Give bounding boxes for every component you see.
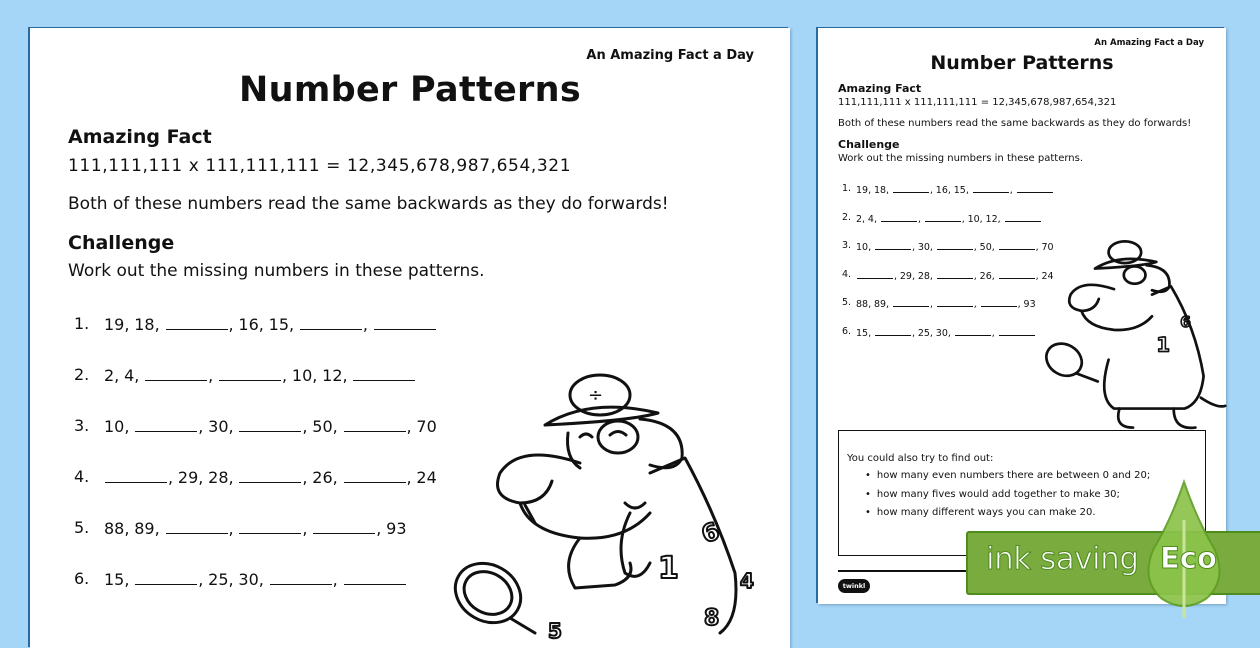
pattern-sequence	[856, 212, 1042, 241]
twinkl-logo: twinkl	[838, 579, 870, 593]
pattern-list	[842, 183, 1054, 354]
pattern-value: ,	[198, 570, 204, 589]
pattern-value: ,	[973, 270, 977, 282]
answer-blank[interactable]	[893, 183, 929, 193]
pattern-value: ,	[302, 417, 308, 436]
pattern-value: 2,	[104, 366, 120, 385]
answer-blank[interactable]	[313, 518, 375, 534]
challenge-instruction: Work out the missing numbers in these patterns.	[68, 261, 485, 281]
ink-saving-label: ink saving	[986, 541, 1139, 577]
pattern-value: 2,	[856, 213, 866, 225]
answer-blank[interactable]	[857, 269, 893, 279]
fact-note: Both of these numbers read the same backwards as they do forwards!	[838, 118, 1192, 129]
answer-blank[interactable]	[145, 365, 207, 381]
answer-blank[interactable]	[344, 416, 406, 432]
pattern-value: 28,	[208, 468, 234, 487]
answer-blank[interactable]	[353, 365, 415, 381]
pattern-value: 70	[1041, 242, 1054, 253]
extension-item: • how many even numbers there are between 0 and 20;	[865, 467, 1197, 486]
pattern-number: 1.	[842, 183, 852, 194]
answer-blank[interactable]	[239, 518, 301, 534]
pattern-value: ,	[406, 468, 412, 487]
pattern-value: 89,	[873, 299, 890, 310]
pattern-list	[74, 314, 437, 620]
pattern-number: 4.	[74, 467, 90, 486]
pattern-sequence	[104, 365, 416, 385]
worksheet-page-large	[30, 28, 790, 648]
pattern-value: 15,	[856, 327, 872, 339]
pattern-value: 89,	[134, 519, 160, 538]
pattern-value: ,	[302, 519, 308, 538]
pattern-number: 3.	[842, 240, 852, 251]
pattern-number: 5.	[842, 297, 852, 308]
pattern-value: 93	[1023, 299, 1036, 310]
pattern-value: 26,	[979, 270, 995, 282]
pattern-row	[74, 314, 437, 365]
pattern-value: ,	[376, 519, 382, 538]
pattern-value: 29,	[899, 270, 915, 282]
answer-blank[interactable]	[925, 212, 961, 222]
pattern-value: ,	[1035, 270, 1039, 282]
pattern-value: 88,	[104, 519, 130, 538]
pattern-value: ,	[362, 315, 368, 334]
pattern-value: 25,	[208, 570, 234, 589]
pattern-value: ,	[973, 299, 977, 310]
pattern-sequence	[104, 416, 437, 436]
pattern-value: ,	[929, 185, 933, 196]
pattern-value: 30,	[238, 570, 264, 589]
pattern-value: 30,	[917, 242, 933, 253]
pattern-row	[842, 326, 1054, 355]
answer-blank[interactable]	[105, 467, 167, 483]
pattern-value: 88,	[856, 299, 872, 310]
answer-blank[interactable]	[239, 467, 301, 483]
answer-blank[interactable]	[239, 416, 301, 432]
pattern-value: 70	[416, 417, 437, 436]
pattern-number: 5.	[74, 518, 90, 537]
svg-text:1: 1	[1156, 333, 1170, 357]
pattern-value: ,	[1017, 299, 1021, 310]
answer-blank[interactable]	[981, 297, 1017, 307]
pattern-value: ,	[198, 417, 204, 436]
pattern-value: ,	[282, 366, 288, 385]
extension-item: • how many different ways you can make 20.	[865, 504, 1197, 523]
answer-blank[interactable]	[219, 365, 281, 381]
svg-text:1: 1	[658, 551, 679, 586]
pattern-row	[842, 240, 1054, 269]
answer-blank[interactable]	[999, 269, 1035, 279]
eco-label: Eco	[1160, 541, 1217, 575]
fact-heading: Amazing Fact	[838, 82, 922, 95]
fact-heading: Amazing Fact	[68, 126, 212, 148]
answer-blank[interactable]	[881, 212, 917, 222]
pattern-value: ,	[917, 213, 921, 225]
answer-blank[interactable]	[875, 326, 911, 336]
pattern-value: 4,	[124, 366, 140, 385]
pattern-value: 15,	[953, 185, 969, 196]
pattern-value: ,	[406, 417, 412, 436]
pattern-value: ,	[929, 299, 933, 310]
pattern-sequence	[104, 467, 437, 487]
pattern-value: 18,	[134, 315, 160, 334]
answer-blank[interactable]	[937, 297, 973, 307]
pattern-value: 4,	[867, 213, 877, 225]
pattern-value: 30,	[935, 327, 951, 339]
pattern-value: 15,	[268, 315, 295, 334]
pattern-row	[74, 416, 437, 467]
pattern-value: 24	[1041, 270, 1054, 282]
pattern-value: 19,	[104, 315, 130, 334]
pattern-value: ,	[1035, 242, 1039, 253]
pattern-value: ,	[1009, 185, 1013, 196]
pattern-value: 16,	[238, 315, 264, 334]
pattern-value: 24	[416, 468, 437, 487]
pattern-value: 10,	[967, 213, 983, 225]
pattern-value: 29,	[177, 468, 204, 487]
pattern-value: ,	[911, 242, 915, 253]
pattern-value: ,	[228, 315, 234, 334]
fact-equation: 111,111,111 x 111,111,111 = 12,345,678,987,654,321	[838, 97, 1117, 108]
pattern-value: 19,	[856, 185, 872, 196]
pattern-value: ,	[228, 519, 234, 538]
pattern-row	[74, 365, 437, 416]
answer-blank[interactable]	[270, 569, 332, 585]
pattern-value: 30,	[208, 417, 234, 436]
challenge-heading: Challenge	[838, 138, 900, 151]
svg-text:6: 6	[1180, 313, 1191, 332]
answer-blank[interactable]	[374, 314, 436, 330]
pattern-value: ,	[168, 468, 174, 487]
answer-blank[interactable]	[973, 183, 1009, 193]
pattern-value: ,	[894, 270, 898, 282]
challenge-heading: Challenge	[68, 232, 175, 254]
pattern-value: 12,	[322, 366, 348, 385]
pattern-value: ,	[332, 570, 338, 589]
answer-blank[interactable]	[875, 240, 911, 250]
answer-blank[interactable]	[937, 269, 973, 279]
pattern-sequence	[856, 326, 1036, 355]
pattern-number: 4.	[842, 268, 852, 280]
fact-note: Both of these numbers read the same backwards as they do forwards!	[68, 194, 669, 214]
detective-dog-illustration	[440, 363, 790, 643]
answer-blank[interactable]	[344, 569, 406, 585]
answer-blank[interactable]	[999, 240, 1035, 250]
pattern-row	[842, 183, 1054, 212]
pattern-number: 6.	[842, 325, 852, 337]
pattern-value: ,	[302, 468, 308, 487]
pattern-sequence	[856, 269, 1054, 298]
answer-blank[interactable]	[937, 240, 973, 250]
extension-intro: You could also try to find out:	[847, 453, 994, 464]
svg-text:5: 5	[548, 619, 562, 643]
page-title: Number Patterns	[930, 52, 1114, 74]
pattern-sequence	[104, 518, 407, 538]
pattern-value: 12,	[985, 213, 1001, 225]
pattern-sequence	[856, 240, 1054, 269]
pattern-value: 50,	[979, 242, 995, 253]
answer-blank[interactable]	[955, 326, 991, 336]
pattern-number: 3.	[74, 416, 90, 435]
answer-blank[interactable]	[893, 297, 929, 307]
pattern-value: ,	[911, 327, 915, 339]
pattern-row	[74, 518, 437, 569]
pattern-row	[842, 297, 1054, 326]
pattern-sequence	[104, 569, 407, 589]
answer-blank[interactable]	[135, 569, 197, 585]
pattern-value: 50,	[312, 417, 338, 436]
answer-blank[interactable]	[300, 314, 362, 330]
answer-blank[interactable]	[166, 518, 228, 534]
pattern-value: 26,	[312, 468, 338, 487]
answer-blank[interactable]	[135, 416, 197, 432]
pattern-value: 10,	[856, 242, 872, 253]
pattern-value: 10,	[104, 417, 130, 436]
svg-text:8: 8	[704, 606, 720, 631]
answer-blank[interactable]	[999, 326, 1035, 336]
challenge-instruction: Work out the missing numbers in these patterns.	[838, 153, 1084, 164]
pattern-sequence	[104, 314, 437, 334]
series-subtitle: An Amazing Fact a Day	[1094, 38, 1204, 48]
svg-text:4: 4	[740, 569, 754, 593]
pattern-sequence	[856, 183, 1054, 212]
pattern-value: ,	[973, 242, 977, 253]
pattern-value: 25,	[917, 327, 933, 339]
pattern-value: ,	[961, 213, 965, 225]
extension-item: • how many fives would add together to make 30;	[865, 486, 1197, 505]
detective-dog-illustration	[1035, 233, 1228, 443]
pattern-value: 28,	[917, 270, 933, 282]
pattern-row	[74, 569, 437, 620]
pattern-row	[842, 269, 1054, 298]
pattern-value: 93	[386, 519, 407, 538]
pattern-value: 16,	[935, 185, 951, 196]
fact-equation: 111,111,111 x 111,111,111 = 12,345,678,987,654,321	[68, 156, 572, 176]
pattern-number: 2.	[74, 365, 90, 384]
svg-text:÷: ÷	[588, 385, 604, 406]
pattern-value: 15,	[104, 570, 130, 589]
pattern-value: 18,	[873, 185, 890, 196]
pattern-sequence	[856, 297, 1036, 326]
pattern-number: 2.	[842, 211, 852, 223]
answer-blank[interactable]	[166, 314, 228, 330]
pattern-number: 1.	[74, 314, 90, 333]
page-title: Number Patterns	[239, 70, 581, 110]
answer-blank[interactable]	[1005, 212, 1041, 222]
pattern-row	[74, 467, 437, 518]
svg-text:6: 6	[697, 516, 723, 549]
pattern-row	[842, 212, 1054, 241]
pattern-value: 10,	[291, 366, 318, 385]
pattern-number: 6.	[74, 569, 90, 588]
pattern-value: ,	[208, 366, 214, 385]
series-subtitle: An Amazing Fact a Day	[586, 48, 754, 63]
answer-blank[interactable]	[344, 467, 406, 483]
pattern-value: ,	[991, 327, 995, 339]
answer-blank[interactable]	[1017, 183, 1053, 193]
